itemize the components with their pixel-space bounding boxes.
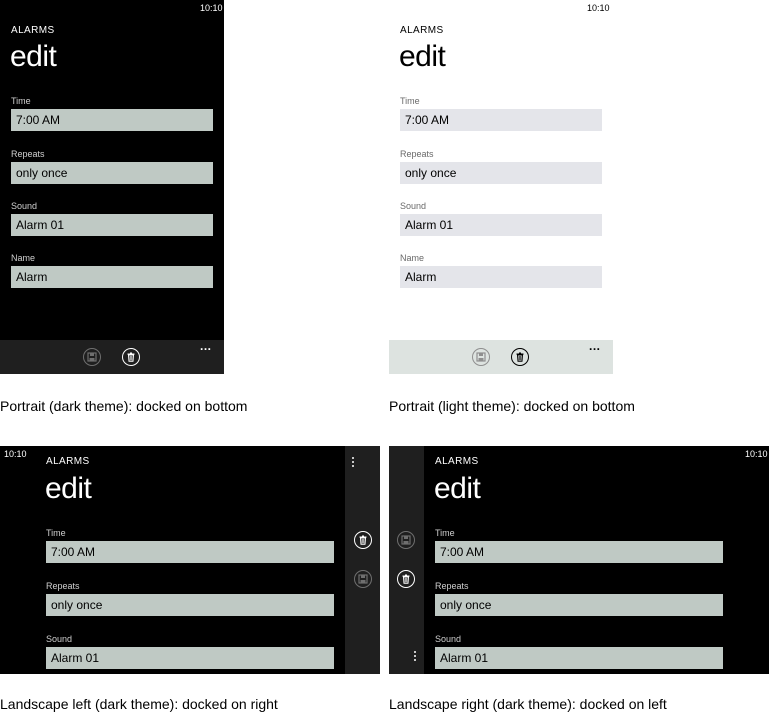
repeats-field[interactable]: only once	[46, 594, 334, 616]
time-label: Time	[46, 528, 66, 538]
caption-landscape-right: Landscape right (dark theme): docked on left	[389, 696, 667, 712]
landscape-right-screen	[389, 446, 769, 674]
page-title: edit	[10, 40, 57, 73]
app-title: ALARMS	[11, 25, 55, 36]
sound-field[interactable]: Alarm 01	[11, 214, 213, 236]
repeats-label: Repeats	[46, 581, 80, 591]
name-field[interactable]: Alarm	[11, 266, 213, 288]
landscape-left-screen	[0, 446, 380, 674]
sound-label: Sound	[11, 201, 38, 211]
save-button[interactable]	[83, 348, 101, 366]
status-clock: 10:10	[200, 3, 223, 13]
save-button[interactable]	[354, 570, 372, 588]
sound-field[interactable]: Alarm 01	[400, 214, 602, 236]
delete-button[interactable]	[511, 348, 529, 366]
caption-portrait-light: Portrait (light theme): docked on bottom	[389, 398, 635, 414]
name-label: Name	[400, 253, 425, 263]
repeats-label: Repeats	[435, 581, 469, 591]
save-button[interactable]	[472, 348, 490, 366]
delete-icon	[401, 574, 411, 584]
sound-field[interactable]: Alarm 01	[435, 647, 723, 669]
name-field[interactable]: Alarm	[400, 266, 602, 288]
sound-label: Sound	[46, 634, 73, 644]
time-label: Time	[400, 96, 420, 106]
name-label: Name	[11, 253, 36, 263]
portrait-dark-screen	[0, 0, 224, 374]
app-title: ALARMS	[400, 25, 444, 36]
app-title: ALARMS	[46, 456, 90, 467]
more-menu-button[interactable]: ...	[200, 339, 212, 353]
repeats-field[interactable]: only once	[435, 594, 723, 616]
application-bar	[389, 446, 424, 674]
application-bar	[0, 340, 224, 374]
repeats-label: Repeats	[400, 149, 434, 159]
status-clock: 10:10	[745, 449, 768, 459]
application-bar	[345, 446, 380, 674]
repeats-label: Repeats	[11, 149, 45, 159]
delete-button[interactable]	[354, 531, 372, 549]
caption-portrait-dark: Portrait (dark theme): docked on bottom	[0, 398, 248, 414]
status-clock: 10:10	[587, 3, 610, 13]
portrait-light-screen	[389, 0, 613, 374]
status-clock: 10:10	[4, 449, 27, 459]
time-label: Time	[11, 96, 31, 106]
sound-label: Sound	[435, 634, 462, 644]
delete-icon	[358, 535, 368, 545]
delete-button[interactable]	[397, 570, 415, 588]
repeats-field[interactable]: only once	[11, 162, 213, 184]
sound-field[interactable]: Alarm 01	[46, 647, 334, 669]
time-field[interactable]: 7:00 AM	[46, 541, 334, 563]
more-menu-button[interactable]: ...	[589, 339, 601, 353]
more-menu-button[interactable]	[414, 651, 418, 663]
caption-landscape-left: Landscape left (dark theme): docked on right	[0, 696, 278, 712]
repeats-field[interactable]: only once	[400, 162, 602, 184]
save-icon	[87, 352, 97, 362]
save-button[interactable]	[397, 531, 415, 549]
time-field[interactable]: 7:00 AM	[435, 541, 723, 563]
time-label: Time	[435, 528, 455, 538]
more-menu-button[interactable]	[352, 457, 356, 469]
delete-button[interactable]	[122, 348, 140, 366]
save-icon	[401, 535, 411, 545]
application-bar	[389, 340, 613, 374]
sound-label: Sound	[400, 201, 427, 211]
time-field[interactable]: 7:00 AM	[11, 109, 213, 131]
page-title: edit	[399, 40, 446, 73]
app-title: ALARMS	[435, 456, 479, 467]
save-icon	[358, 574, 368, 584]
save-icon	[476, 352, 486, 362]
page-title: edit	[45, 472, 92, 505]
time-field[interactable]: 7:00 AM	[400, 109, 602, 131]
page-title: edit	[434, 472, 481, 505]
delete-icon	[126, 352, 136, 362]
delete-icon	[515, 352, 525, 362]
